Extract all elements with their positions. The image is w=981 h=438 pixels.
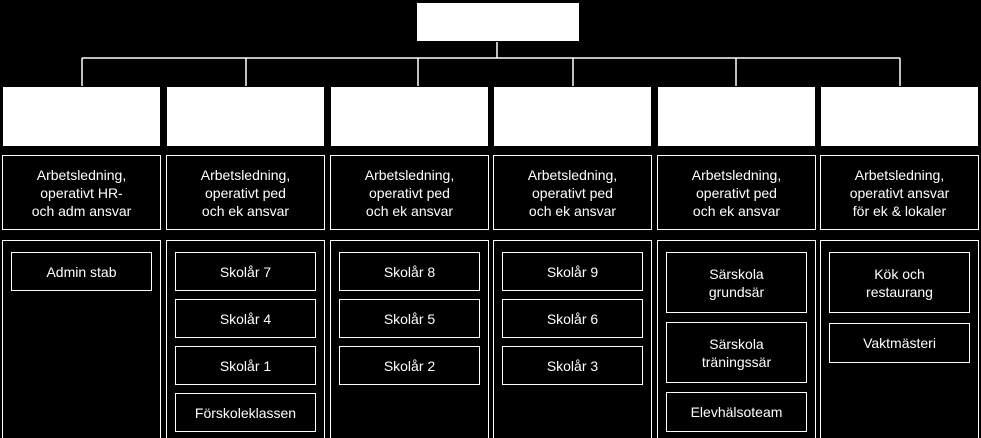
unit-box-3 xyxy=(330,86,489,147)
team-box: Skolår 1 xyxy=(175,346,316,385)
team-box: Skolår 9 xyxy=(502,252,643,291)
team-box: Särskola grundsär xyxy=(666,252,807,313)
team-box: Skolår 2 xyxy=(339,346,480,385)
responsibility-box-5: Arbetsledning, operativt ped och ek ansvar xyxy=(657,155,816,230)
unit-column-2 xyxy=(166,240,325,438)
unit-column-6 xyxy=(820,240,979,438)
responsibility-box-2: Arbetsledning, operativt ped och ek ansvar xyxy=(166,155,325,230)
team-box: Förskoleklassen xyxy=(175,393,316,432)
team-box: Skolår 8 xyxy=(339,252,480,291)
unit-column-4 xyxy=(493,240,652,438)
responsibility-box-3: Arbetsledning, operativt ped och ek ansvar xyxy=(330,155,489,230)
team-box: Admin stab xyxy=(11,252,152,291)
team-box: Elevhälsoteam xyxy=(666,392,807,432)
unit-box-4 xyxy=(493,86,652,147)
unit-box-6 xyxy=(820,86,979,147)
team-box: Skolår 5 xyxy=(339,299,480,338)
unit-box-5 xyxy=(657,86,816,147)
unit-column-1 xyxy=(2,240,161,438)
unit-box-2 xyxy=(166,86,325,147)
unit-box-1 xyxy=(2,86,161,147)
responsibility-box-6: Arbetsledning, operativt ansvar för ek & lokaler xyxy=(820,155,979,230)
team-box: Kök och restaurang xyxy=(829,252,970,313)
team-box: Skolår 7 xyxy=(175,252,316,291)
top-manager-box xyxy=(416,2,580,42)
responsibility-box-1: Arbetsledning, operativt HR- och adm ansvar xyxy=(2,155,161,230)
team-box: Skolår 3 xyxy=(502,346,643,385)
team-box: Särskola träningssär xyxy=(666,322,807,383)
team-box: Skolår 6 xyxy=(502,299,643,338)
team-box: Skolår 4 xyxy=(175,299,316,338)
unit-column-3 xyxy=(330,240,489,438)
team-box: Vaktmästeri xyxy=(829,323,970,363)
responsibility-box-4: Arbetsledning, operativt ped och ek ansvar xyxy=(493,155,652,230)
unit-column-5 xyxy=(657,240,816,438)
